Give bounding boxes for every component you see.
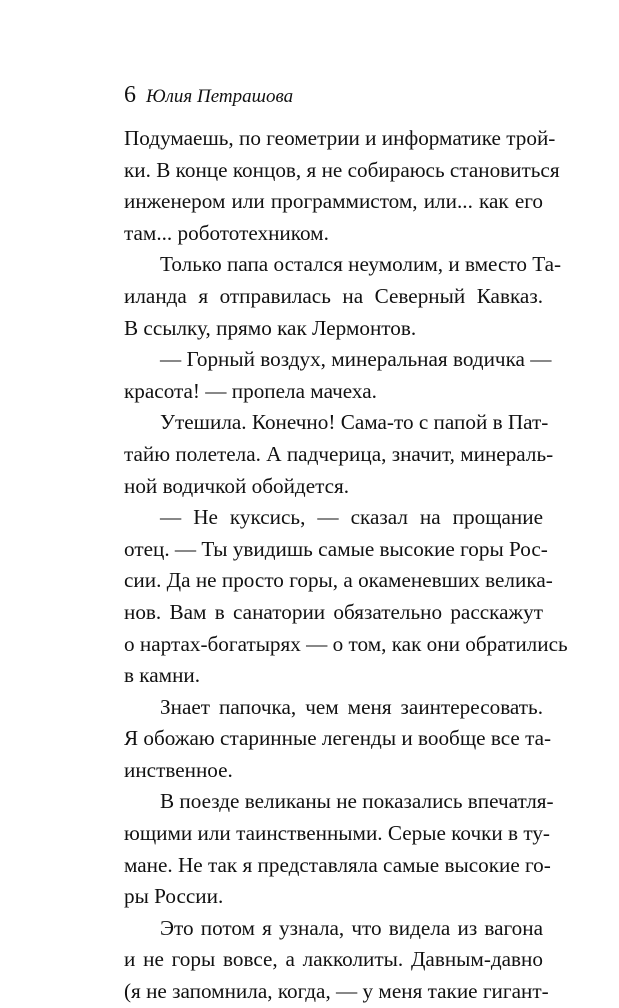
text-line: Подумаешь, по геометрии и информатике трой- [124,126,556,150]
text-line: иланда я отправилась на Северный Кавказ. [124,283,543,308]
text-line: мане. Не так я представляла самые высокие го- [124,852,551,877]
paragraph [124,407,554,502]
text-line: тайю полетела. А падчерица, значит, минераль- [124,441,554,466]
paragraph [124,786,554,912]
paragraph [124,913,549,1008]
text-line: Утешила. Конечно! Сама-то с папой в Пат- [160,410,549,435]
text-line: Я обожаю старинные легенды и вообще все та- [124,726,552,751]
text-line: сии. Да не просто горы, а окаменевших велика- [124,568,553,593]
body-text [124,123,568,1008]
text-line: (я не запомнила, когда, — у меня такие гигант- [124,979,549,1004]
text-line: и не горы вовсе, а лакколиты. Давным-давно [124,947,543,972]
paragraph [124,249,562,344]
paragraph [124,344,552,407]
author-name: Юлия Петрашова [146,86,294,107]
paragraph [124,123,560,249]
text-line: Это потом я узнала, что видела из вагона [160,915,543,940]
text-line: инженером или программистом, или... как его [124,189,543,214]
text-line: нов. Вам в санатории обязательно расскажут [124,599,543,624]
text-line: инственное. [124,757,233,782]
text-line: красота! — пропела мачеха. [124,378,377,403]
text-line: ры России. [124,884,224,909]
paragraph [124,502,568,692]
text-line: ющими или таинственными. Серые кочки в ту- [124,821,550,846]
text-line: ной водичкой обойдется. [124,473,350,498]
text-line: о нартах-богатырях — о том, как они обратились [124,631,568,656]
text-line: — Не куксись, — сказал на прощание [160,505,543,530]
text-line: там... робототехником. [124,220,329,245]
page-number: 6 [124,82,136,108]
text-line: Знает папочка, чем меня заинтересовать. [160,694,543,719]
text-line: В ссылку, прямо как Лермонтов. [124,315,417,340]
text-line: отец. — Ты увидишь самые высокие горы Рос- [124,536,548,561]
text-line: ки. В конце концов, я не собираюсь становиться [124,157,560,182]
running-header [124,82,293,109]
text-line: Только папа остался неумолим, и вместо Та- [160,252,562,277]
text-line: — Горный воздух, минеральная водичка — [160,347,552,372]
text-line: В поезде великаны не показались впечатля- [160,789,554,814]
paragraph [124,692,552,787]
text-line: в камни. [124,663,201,688]
